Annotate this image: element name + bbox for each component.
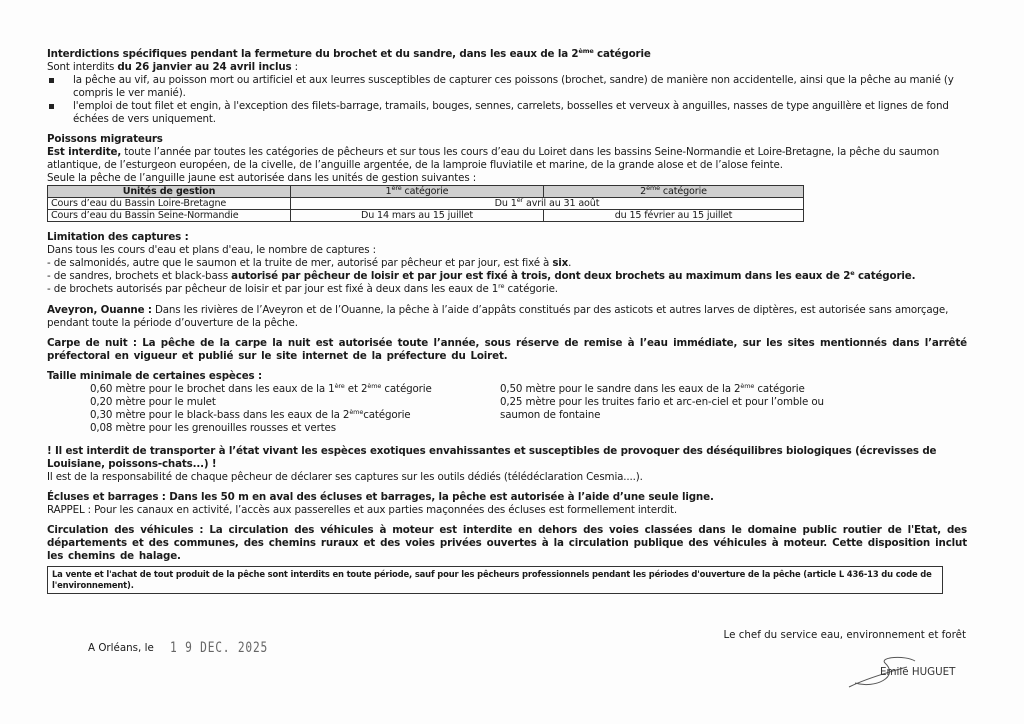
cell-cat2: du 15 février au 15 juillet bbox=[544, 210, 804, 222]
table-row bbox=[48, 210, 804, 222]
section-title-limitation: Limitation des captures : bbox=[47, 231, 189, 243]
section-taille bbox=[47, 370, 967, 435]
signatory-role: Le chef du service eau, environnement et forêt bbox=[723, 629, 966, 641]
management-units-table bbox=[47, 185, 804, 222]
limitation-line: - de sandres, brochets et black-bass autorisé par pêcheur de loisir et par jour est fixé à trois, dont deux brochets au maximum dans les eaux de 2e catégorie. bbox=[47, 269, 916, 282]
size-columns bbox=[47, 383, 967, 435]
header-cat2: 2ème catégorie bbox=[544, 186, 804, 198]
cell-unit: Cours d’eau du Bassin Seine-Normandie bbox=[48, 210, 291, 222]
cell-merged-period: Du 1er avril au 31 août bbox=[291, 198, 804, 210]
place-label: A Orléans, le bbox=[88, 642, 154, 654]
size-column-right bbox=[500, 383, 870, 435]
limitation-intro: Dans tous les cours d'eau et plans d'eau, le nombre de captures : bbox=[47, 244, 376, 256]
section-migrateurs bbox=[47, 133, 967, 222]
header-unit: Unités de gestion bbox=[48, 186, 291, 198]
anguille-intro: Seule la pêche de l’anguille jaune est autorisée dans les unités de gestion suivantes : bbox=[47, 172, 477, 184]
section-title-brochet-sandre: Interdictions spécifiques pendant la fermeture du brochet et du sandre, dans les eaux de la 2ème catégorie bbox=[47, 47, 651, 60]
size-column-left bbox=[47, 383, 500, 435]
section-title-migrateurs: Poissons migrateurs bbox=[47, 133, 163, 145]
section-carpe bbox=[47, 337, 967, 363]
circulation-text: Circulation des véhicules : La circulation des véhicules à moteur est interdite en dehors des voies classées dans le domaine public routier de l'Etat, des départements et des communes, des chemins ruraux et des voies privées ouvertes à la circulation publique des véhicules à moteur. Cette disposition inclut les chemins de halage. bbox=[47, 524, 967, 562]
size-item: 0,60 mètre pour le brochet dans les eaux de la 1ère et 2ème catégorie bbox=[90, 382, 432, 395]
size-item: 0,08 mètre pour les grenouilles rousses et vertes bbox=[90, 422, 336, 434]
size-item: 0,30 mètre pour le black-bass dans les eaux de la 2èmecatégorie bbox=[90, 408, 411, 421]
declaration-text: Il est de la responsabilité de chaque pêcheur de déclarer ses captures sur les outils dédiés (télédéclaration Cesmia....). bbox=[47, 471, 643, 483]
size-item: 0,25 mètre pour les truites fario et arc-en-ciel et pour l’omble ou saumon de fontaine bbox=[500, 396, 824, 421]
date-stamp: 1 9 DEC. 2025 bbox=[170, 640, 269, 656]
signature-icon bbox=[845, 653, 925, 693]
table-header-row bbox=[48, 186, 804, 198]
size-item: 0,50 mètre pour le sandre dans les eaux de la 2ème catégorie bbox=[500, 382, 805, 395]
cell-cat1: Du 14 mars au 15 juillet bbox=[291, 210, 544, 222]
prohibition-list bbox=[47, 74, 967, 126]
signer-name: Emile HUGUET bbox=[880, 666, 956, 678]
rappel-text: RAPPEL : Pour les canaux en activité, l’accès aux passerelles et aux parties maçonnées des écluses est formellement interdit. bbox=[47, 504, 677, 516]
section-circulation bbox=[47, 524, 967, 563]
table-row bbox=[48, 198, 804, 210]
limitation-line: - de brochets autorisés par pêcheur de loisir et par jour est fixé à deux dans les eaux de 1re catégorie. bbox=[47, 282, 558, 295]
section-brochet-sandre bbox=[47, 48, 967, 126]
section-ecluses bbox=[47, 491, 967, 517]
section-limitation bbox=[47, 231, 967, 296]
vente-notice-box: La vente et l'achat de tout produit de la pêche sont interdits en toute période, sauf pour les pêcheurs professionnels pendant les périodes d'ouverture de la pêche (article L 436-13 du code de l'environnement). bbox=[47, 566, 943, 594]
invasive-warning: ! Il est interdit de transporter à l’état vivant les espèces exotiques envahissantes et susceptibles de provoquer des déséquilibres biologiques (écrevisses de Louisiane, poissons-chats...) ! bbox=[47, 445, 937, 470]
ecluses-text: Écluses et barrages : Dans les 50 m en aval des écluses et barrages, la pêche est autorisée à l’aide d’une seule ligne. bbox=[47, 491, 714, 503]
period-line: Sont interdits du 26 janvier au 24 avril inclus : bbox=[47, 61, 298, 73]
list-item: l'emploi de tout filet et engin, à l'exception des filets-barrage, tramails, bouges, sennes, carrelets, bosselles et verveux à anguilles, nasses de type anguillère et lignes de fond échées de vers uniquement. bbox=[47, 100, 967, 126]
regulation-page bbox=[47, 48, 967, 594]
section-invasives bbox=[47, 445, 967, 484]
section-aveyron bbox=[47, 304, 967, 330]
header-cat1: 1ère catégorie bbox=[291, 186, 544, 198]
limitation-line: - de salmonidés, autre que le saumon et la truite de mer, autorisé par pêcheur et par jour, est fixé à six. bbox=[47, 257, 572, 269]
migrateurs-text: Est interdite, toute l’année par toutes les catégories de pêcheurs et sur tous les cours d’eau du Loiret dans les bassins Seine-Normandie et Loire-Bretagne, la pêche du saumon atlantique, de l’esturgeon européen, de la civelle, de l’anguille argentée, de la lamproie fluviatile et marine, de la grande alose et de l’alose feinte. bbox=[47, 146, 940, 171]
aveyron-text: Aveyron, Ouanne : Dans les rivières de l’Aveyron et de l’Ouanne, la pêche à l’aide d’appâts constitués par des asticots et autres larves de diptères, est autorisée sans amorçage, pendant toute la période d’ouverture de la pêche. bbox=[47, 304, 949, 329]
list-item: la pêche au vif, au poisson mort ou artificiel et aux leurres susceptibles de capturer ces poissons (brochet, sandre) de manière non accidentelle, ainsi que la pêche au manié (y compris le ver manié). bbox=[47, 74, 967, 100]
cell-unit: Cours d’eau du Bassin Loire-Bretagne bbox=[48, 198, 291, 210]
size-item: 0,20 mètre pour le mulet bbox=[90, 396, 216, 408]
section-title-taille: Taille minimale de certaines espèces : bbox=[47, 370, 262, 382]
carpe-text: Carpe de nuit : La pêche de la carpe la nuit est autorisée toute l’année, sous réserve de remise à l’eau immédiate, sur les sites mentionnés dans l’arrêté préfectoral en vigueur et publié sur le site internet de la préfecture du Loiret. bbox=[47, 337, 967, 362]
